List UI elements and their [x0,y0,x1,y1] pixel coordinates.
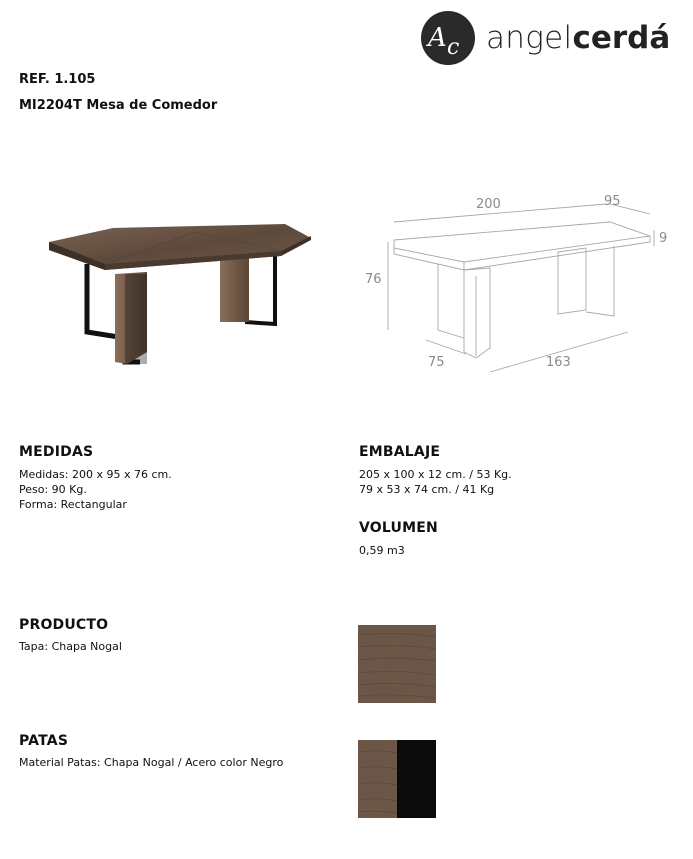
embalaje-line-2: 79 x 53 x 74 cm. / 41 Kg [359,483,495,496]
svg-text:A: A [428,23,447,53]
patas-heading: PATAS [19,733,69,749]
brand-name [486,18,670,58]
reference-number: REF. 1.105 [19,72,96,87]
model-title: MI2204T Mesa de Comedor [19,98,218,113]
dim-top-thickness: 9 [659,231,668,246]
medidas-line-3: Forma: Rectangular [19,498,127,511]
brand-logo [420,8,682,68]
walnut-swatch [358,625,436,703]
technical-drawing [360,190,680,375]
product-photo [45,212,315,372]
medidas-line-1: Medidas: 200 x 95 x 76 cm. [19,468,172,481]
brand-name-light: angel [486,20,573,56]
patas-line: Material Patas: Chapa Nogal / Acero color Negro [19,756,284,769]
brand-name-bold: cerdá [572,20,671,56]
dim-width: 95 [604,194,621,209]
medidas-line-2: Peso: 90 Kg. [19,483,87,496]
embalaje-heading: EMBALAJE [359,444,441,460]
producto-line: Tapa: Chapa Nogal [19,640,122,653]
walnut-steel-swatch [358,740,436,818]
producto-heading: PRODUCTO [19,617,109,633]
dim-base-depth: 75 [428,355,445,370]
volumen-value: 0,59 m3 [359,544,405,557]
dim-length: 200 [476,197,501,212]
volumen-heading: VOLUMEN [359,520,438,536]
medidas-heading: MEDIDAS [19,444,94,460]
dim-height: 76 [365,272,382,287]
dim-base-length: 163 [546,355,571,370]
svg-text:c: c [447,35,460,60]
ac-monogram-icon [420,10,476,66]
embalaje-line-1: 205 x 100 x 12 cm. / 53 Kg. [359,468,512,481]
